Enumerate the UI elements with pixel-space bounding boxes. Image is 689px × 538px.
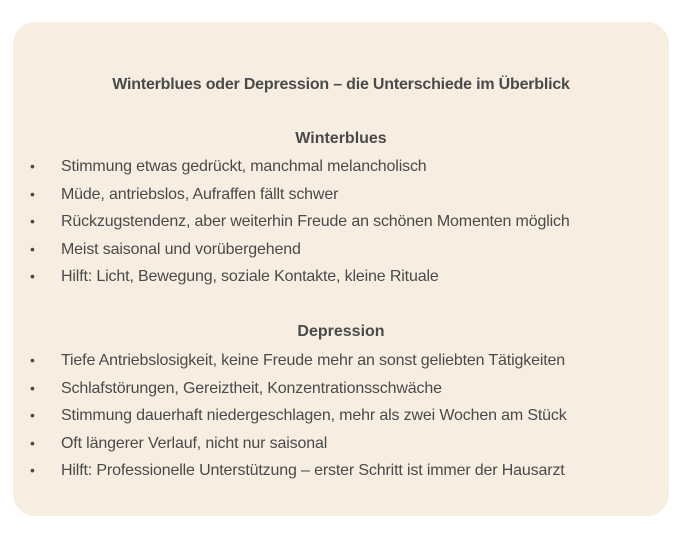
list-item-text: Rückzugstendenz, aber weiterhin Freude an schönen Momenten möglich [61, 213, 570, 231]
bullet-icon: • [30, 268, 35, 285]
list-item-text: Hilft: Professionelle Unterstützung – erster Schritt ist immer der Hausarzt [61, 462, 565, 480]
bullet-icon: • [30, 240, 35, 257]
bullet-icon: • [30, 379, 35, 396]
bullet-icon: • [30, 407, 35, 424]
bullet-icon: • [30, 213, 35, 230]
bullet-icon: • [30, 185, 35, 202]
list-item [13, 347, 669, 375]
list-item [13, 402, 669, 430]
list-depression [13, 347, 669, 485]
card-title: Winterblues oder Depression – die Unterschiede im Überblick [112, 76, 570, 93]
list-item [13, 375, 669, 403]
list-item-text: Oft längerer Verlauf, nicht nur saisonal [61, 434, 328, 452]
list-item-text: Meist saisonal und vorübergehend [61, 240, 301, 258]
bullet-icon: • [30, 434, 35, 451]
list-item-text: Tiefe Antriebslosigkeit, keine Freude mehr an sonst geliebten Tätigkeiten [61, 352, 566, 369]
list-item-text: Stimmung etwas gedrückt, manchmal melancholisch [61, 158, 427, 175]
list-item-text: Müde, antriebslos, Aufraffen fällt schwer [61, 185, 339, 203]
section-heading-winterblues: Winterblues [295, 130, 387, 147]
list-item [13, 457, 669, 485]
list-item-text: Schlafstörungen, Gereiztheit, Konzentrationsschwäche [61, 379, 442, 397]
section-heading-depression: Depression [297, 323, 385, 340]
list-item [13, 181, 669, 209]
list-item [13, 236, 669, 264]
info-card [13, 22, 669, 516]
list-winterblues [13, 153, 669, 291]
bullet-icon: • [30, 462, 35, 479]
list-item [13, 263, 669, 291]
list-item [13, 208, 669, 236]
bullet-icon: • [30, 352, 35, 368]
list-item [13, 430, 669, 458]
list-item [13, 153, 669, 181]
bullet-icon: • [30, 158, 35, 174]
list-item-text: Hilft: Licht, Bewegung, soziale Kontakte, kleine Rituale [61, 268, 439, 286]
list-item-text: Stimmung dauerhaft niedergeschlagen, mehr als zwei Wochen am Stück [61, 407, 567, 425]
